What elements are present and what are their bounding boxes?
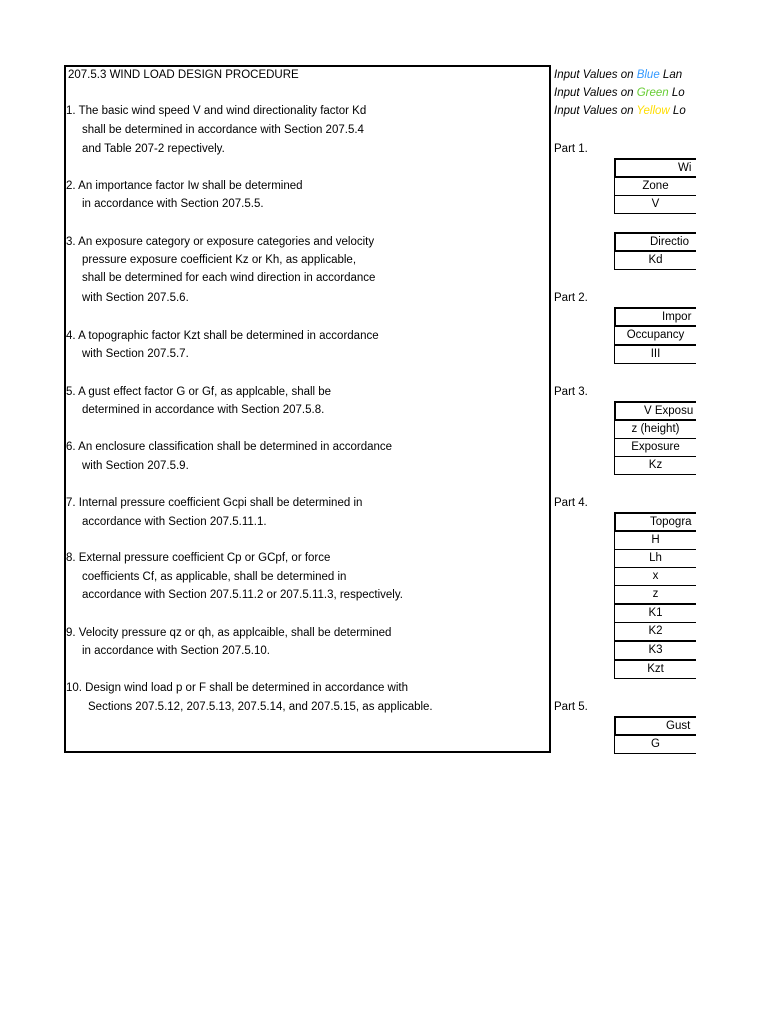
procedure-line: pressure exposure coefficient Kz or Kh, as applicable, <box>82 254 357 266</box>
wind-table-title: Wi <box>614 158 696 178</box>
wind-v-label: V <box>614 195 696 214</box>
procedure-line: 8. External pressure coefficient Cp or GCpf, or force <box>66 552 331 564</box>
topo-k1-label: K1 <box>614 604 696 623</box>
exposure-category-label: Exposure <box>614 438 696 457</box>
topo-k3-label: K3 <box>614 641 696 660</box>
procedure-line: and Table 207-2 repectively. <box>82 143 225 155</box>
procedure-line: with Section 207.5.7. <box>82 348 189 360</box>
wind-zone-label: Zone <box>614 177 696 196</box>
procedure-line: 9. Velocity pressure qz or qh, as applcaible, shall be determined <box>66 627 392 639</box>
part-2-label: Part 2. <box>554 292 588 304</box>
topo-kzt-label: Kzt <box>614 660 696 679</box>
legend-line-blue: Input Values on Blue Lan <box>554 69 683 81</box>
gust-g-label: G <box>614 735 696 754</box>
procedure-line: accordance with Section 207.5.11.1. <box>82 516 267 528</box>
procedure-line: shall be determined for each wind direction in accordance <box>82 272 376 284</box>
exposure-height-label: z (height) <box>614 420 696 439</box>
exposure-kz-label: Kz <box>614 456 696 475</box>
exposure-table-title: V Exposu <box>614 401 696 421</box>
procedure-line: 2. An importance factor Iw shall be determined <box>66 180 303 192</box>
procedure-line: in accordance with Section 207.5.5. <box>82 198 264 210</box>
part-1-label: Part 1. <box>554 143 588 155</box>
procedure-line: 7. Internal pressure coefficient Gcpi shall be determined in <box>66 497 363 509</box>
legend-line-green: Input Values on Green Lo <box>554 87 685 99</box>
direction-kd-label: Kd <box>614 251 696 270</box>
procedure-line: 6. An enclosure classification shall be determined in accordance <box>66 441 393 453</box>
part-3-label: Part 3. <box>554 386 588 398</box>
legend-line-yellow: Input Values on Yellow Lo <box>554 105 686 117</box>
topographic-table-title: Topogra <box>614 512 696 532</box>
topo-h-label: H <box>614 531 696 550</box>
importance-table-title: Impor <box>614 307 696 327</box>
procedure-line: determined in accordance with Section 207.5.8. <box>82 404 325 416</box>
procedure-line: 1. The basic wind speed V and wind directionality factor Kd <box>66 105 367 117</box>
gust-table-title: Gust <box>614 716 696 736</box>
topo-x-label: x <box>614 567 696 586</box>
procedure-title: 207.5.3 WIND LOAD DESIGN PROCEDURE <box>68 69 299 81</box>
procedure-line: with Section 207.5.9. <box>82 460 189 472</box>
procedure-line: 4. A topographic factor Kzt shall be determined in accordance <box>66 330 379 342</box>
procedure-line: accordance with Section 207.5.11.2 or 207.5.11.3, respectively. <box>82 589 403 601</box>
procedure-line: in accordance with Section 207.5.10. <box>82 645 270 657</box>
topo-k2-label: K2 <box>614 622 696 641</box>
procedure-line: shall be determined in accordance with Section 207.5.4 <box>82 124 364 136</box>
procedure-line: with Section 207.5.6. <box>82 292 189 304</box>
importance-category-value: III <box>614 345 696 364</box>
topo-z-label: z <box>614 585 696 604</box>
procedure-line: Sections 207.5.12, 207.5.13, 207.5.14, and 207.5.15, as applicable. <box>88 701 433 713</box>
procedure-line: 3. An exposure category or exposure categories and velocity <box>66 236 375 248</box>
importance-occupancy-label: Occupancy <box>614 326 696 345</box>
part-5-label: Part 5. <box>554 701 588 713</box>
procedure-line: 10. Design wind load p or F shall be determined in accordance with <box>66 682 408 694</box>
procedure-line: coefficients Cf, as applicable, shall be determined in <box>82 571 347 583</box>
procedure-line: 5. A gust effect factor G or Gf, as applcable, shall be <box>66 386 332 398</box>
direction-table-title: Directio <box>614 232 696 252</box>
part-4-label: Part 4. <box>554 497 588 509</box>
topo-lh-label: Lh <box>614 549 696 568</box>
